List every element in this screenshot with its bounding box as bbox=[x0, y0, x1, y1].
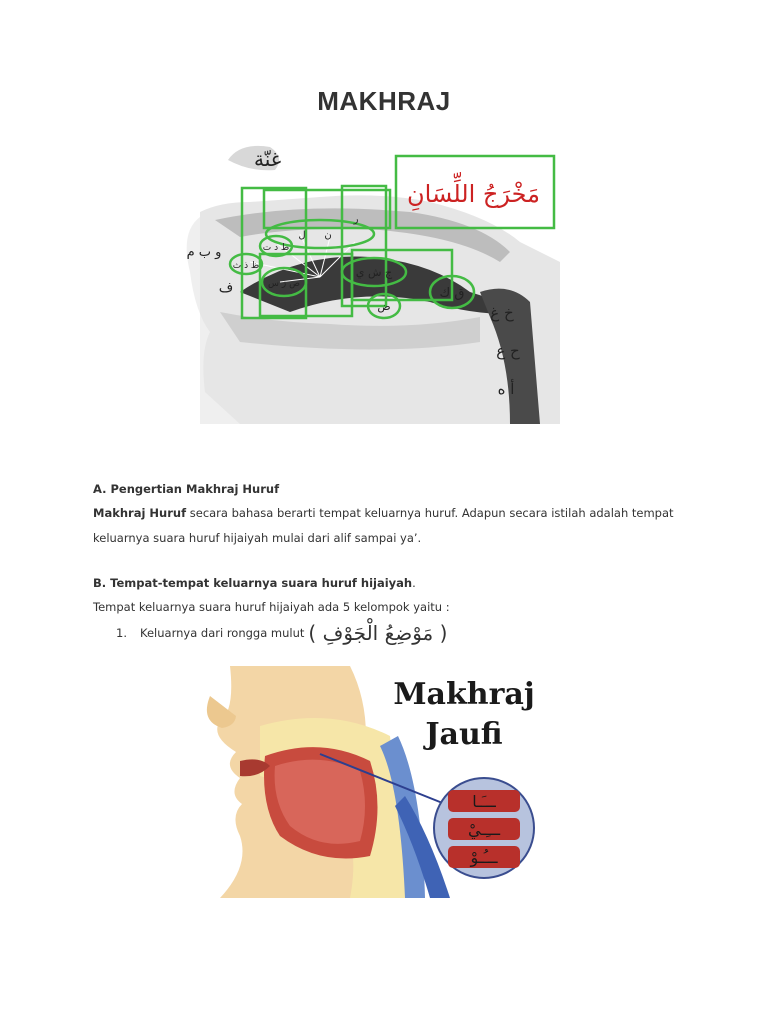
mouth-label-0: ل bbox=[298, 230, 306, 241]
list-item-text: Keluarnya dari rongga mulut bbox=[140, 626, 305, 640]
mouth-label-3: ط د ت bbox=[262, 243, 290, 253]
right-label-0: خ غ bbox=[490, 304, 514, 322]
section-a-heading: A. Pengertian Makhraj Huruf bbox=[93, 482, 280, 496]
ghunnah-label: غنّة bbox=[254, 147, 282, 171]
mouth-label-2: ر bbox=[353, 214, 359, 225]
mouth-label-5: ص ز س bbox=[268, 279, 300, 289]
jaufi-letter-1: ـــِـيْ bbox=[467, 820, 501, 839]
section-b-intro: Tempat keluarnya suara huruf hijaiyah ada 5 kelompok yaitu : bbox=[93, 600, 450, 614]
jaufi-letter-0: ـــَـا bbox=[472, 792, 496, 811]
section-a-term: Makhraj Huruf bbox=[93, 506, 187, 520]
section-a-line1-text: secara bahasa berarti tempat keluarnya huruf. Adapun secara istilah adalah tempat bbox=[186, 506, 674, 520]
mouth-label-1: ن bbox=[324, 230, 332, 241]
section-a-line2: keluarnya suara huruf hijaiyah mulai dari alif sampai ya’. bbox=[93, 531, 422, 545]
list-item-number: 1. bbox=[116, 626, 127, 640]
left-label-0: و ب م bbox=[186, 245, 222, 260]
makhraj-lisan-label: مَخْرَجُ اللِّسَانِ bbox=[407, 180, 540, 208]
section-b-heading-dot: . bbox=[412, 576, 416, 590]
right-label-2: أ ه bbox=[497, 380, 515, 398]
list-item bbox=[116, 621, 447, 645]
page-title: MAKHRAJ bbox=[317, 86, 451, 116]
mouth-label-4: ظ ذ ث bbox=[232, 261, 260, 271]
left-label-1: ف bbox=[218, 280, 234, 296]
mouth-label-8: ق ك bbox=[439, 286, 465, 301]
right-label-1: ح ع bbox=[496, 342, 520, 360]
mouth-label-7: ض bbox=[377, 300, 391, 313]
makhraj-jaufi-illustration bbox=[200, 666, 548, 898]
section-a-line1 bbox=[93, 506, 674, 520]
jaufi-letter-2: ـــُـوْ bbox=[470, 848, 498, 867]
list-item-arabic: ( مَوْضِعُ الْجَوْفِ ) bbox=[308, 621, 448, 645]
section-b-heading: B. Tempat-tempat keluarnya suara huruf hijaiyah bbox=[93, 576, 413, 590]
mouth-label-6: ج ش ي bbox=[355, 266, 393, 279]
makhraj-diagram bbox=[180, 142, 562, 424]
jaufi-title-line1: Makhraj bbox=[393, 677, 535, 712]
jaufi-title-line2: Jaufi bbox=[425, 717, 503, 752]
section-b-heading-row bbox=[93, 576, 416, 590]
